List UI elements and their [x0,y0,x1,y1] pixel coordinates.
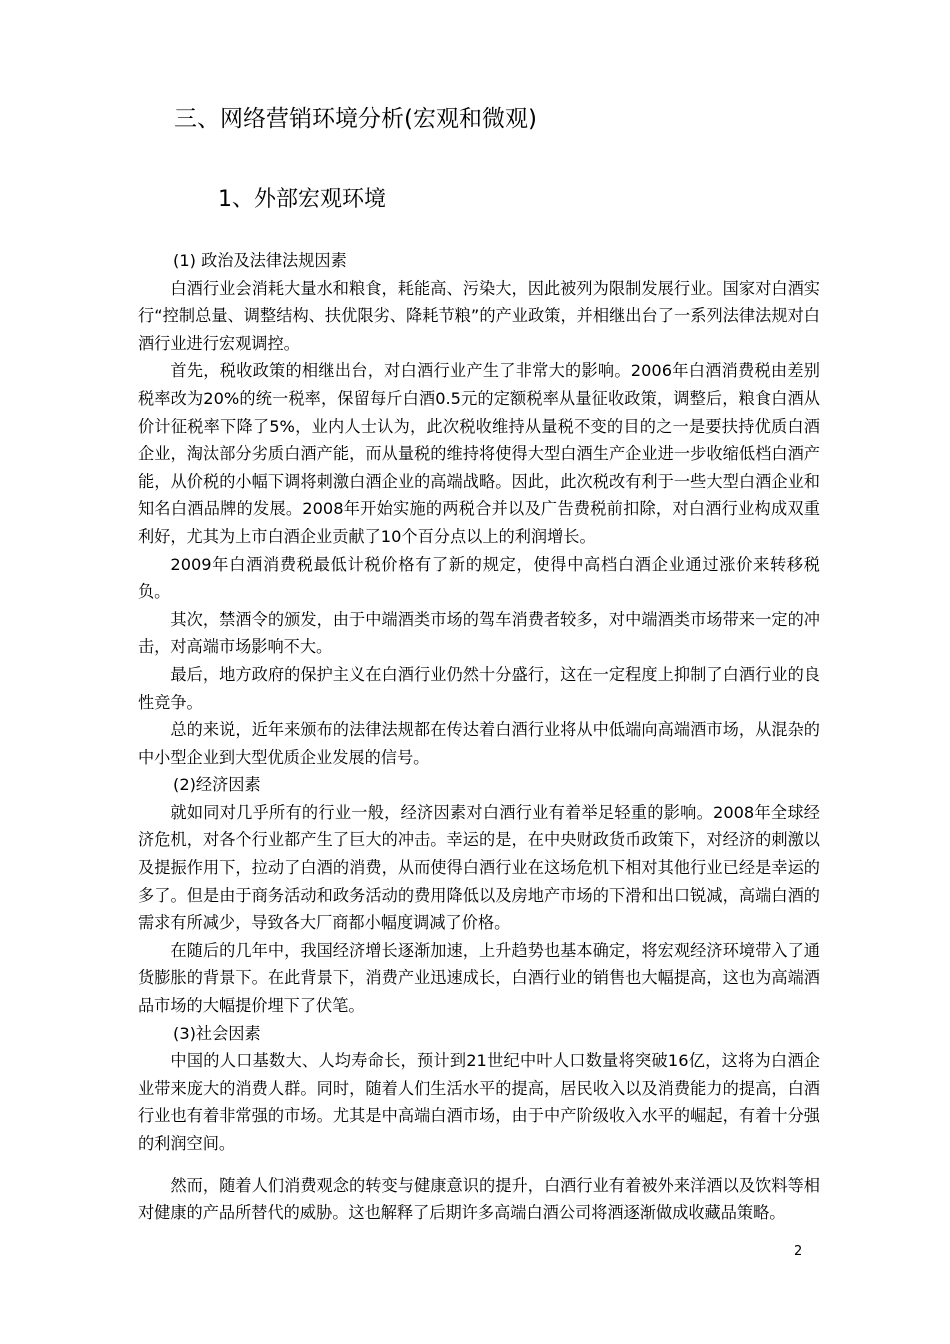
paragraph-heading-economy: (2)经济因素 [173,775,261,795]
paragraph: 白酒行业会消耗大量水和粮食，耗能高、污染大，因此被列为限制发展行业。国家对白酒实行“控制总量、调整结构、扶优限劣、降耗节粮”的产业政策，并相继出台了一系列法律法规对白酒行业进行宏观调控。 [138,278,820,353]
paragraph: 最后，地方政府的保护主义在白酒行业仍然十分盛行，这在一定程度上抑制了白酒行业的良性竞争。 [138,664,820,712]
paragraph: 在随后的几年中，我国经济增长逐渐加速，上升趋势也基本确定，将宏观经济环境带入了通货膨胀的背景下。在此背景下，消费产业迅速成长，白酒行业的销售也大幅提高，这也为高端酒品市场的大幅提价埋下了伏笔。 [138,940,820,1016]
paragraph: 中国的人口基数大、人均寿命长，预计到21世纪中叶人口数量将突破16亿，这将为白酒企业带来庞大的消费人群。同时，随着人们生活水平的提高，居民收入以及消费能力的提高，白酒行业也有着非常强的市场。尤其是中高端白酒市场，由于中产阶级收入水平的崛起，有着十分强的利润空间。 [138,1051,820,1153]
paragraph: 2009年白酒消费税最低计税价格有了新的规定，使得中高档白酒企业通过涨价来转移税负。 [138,554,820,602]
page-number: 2 [794,1244,803,1259]
paragraph: 总的来说，近年来颁布的法律法规都在传达着白酒行业将从中低端向高端酒市场，从混杂的中小型企业到大型优质企业发展的信号。 [138,720,820,767]
body-text [138,247,820,1227]
paragraph: 然而，随着人们消费观念的转变与健康意识的提升，白酒行业有着被外来洋酒以及饮料等相对健康的产品所替代的威胁。这也解释了后期许多高端白酒公司将酒逐渐做成收藏品策略。 [138,1175,820,1223]
paragraph: 就如同对几乎所有的行业一般，经济因素对白酒行业有着举足轻重的影响。2008年全球经济危机，对各个行业都产生了巨大的冲击。幸运的是，在中央财政货币政策下，对经济的刺激以及提振作用下，拉动了白酒的消费，从而使得白酒行业在这场危机下相对其他行业已经是幸运的多了。但是由于商务活动和政务活动的费用降低以及房地产市场的下滑和出口锐减，高端白酒的需求有所减少，导致各大厂商都小幅度调减了价格。 [138,802,820,933]
paragraph-heading-society: (3)社会因素 [173,1023,261,1043]
paragraph: 其次，禁酒令的颁发，由于中端酒类市场的驾车消费者较多，对中端酒类市场带来一定的冲击，对高端市场影响不大。 [138,609,820,657]
subsection-heading: 1、外部宏观环境 [218,187,386,212]
paragraph: 首先，税收政策的相继出台，对白酒行业产生了非常大的影响。2006年白酒消费税由差别税率改为20%的统一税率，保留每斤白酒0.5元的定额税率从量征收政策，调整后，粮食白酒从价计征税率下降了5%，业内人士认为，此次税收维持从量税不变的目的之一是要扶持优质白酒企业，淘汰部分劣质白酒产能，而从量税的维持将使得大型白酒生产企业进一步收缩低档白酒产能，从价税的小幅下调将刺激白酒企业的高端战略。因此，此次税改有利于一些大型白酒企业和知名白酒品牌的发展。2008年开始实施的两税合并以及广告费税前扣除，对白酒行业构成双重利好，尤其为上市白酒企业贡献了10个百分点以上的利润增长。 [138,361,820,546]
section-heading: 三、网络营销环境分析(宏观和微观) [174,106,537,132]
paragraph-heading-politics: (1) 政治及法律法规因素 [173,251,347,270]
